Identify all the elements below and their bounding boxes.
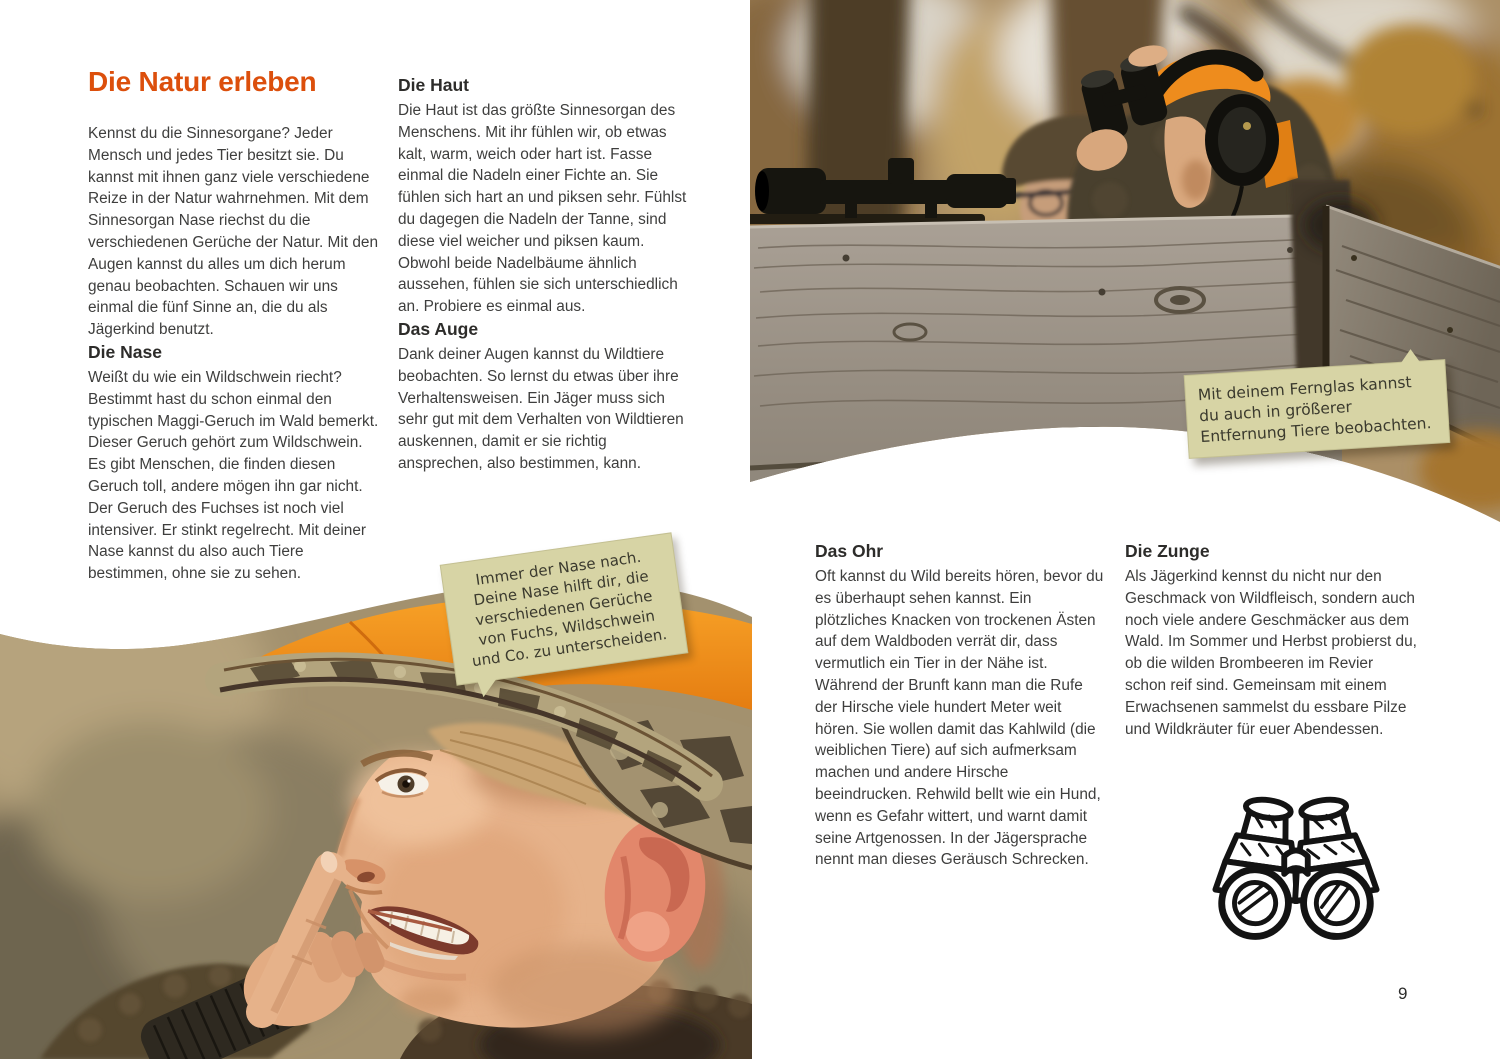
- note-text: Mit deinem Fernglas kannst du auch in größerer Entfernung Tiere beobachten.: [1197, 373, 1432, 446]
- note-text: Immer der Nase nach. Deine Nase hilft dir, die verschiedenen Gerüche von Fuchs, Wildschwein und Co. zu unterscheiden.: [470, 547, 669, 670]
- page-number: 9: [1398, 984, 1408, 1003]
- section-haut: [398, 75, 694, 318]
- section-auge: [398, 319, 694, 475]
- page-title: Die Natur erleben: [88, 66, 317, 97]
- section-title-nase: Die Nase: [88, 342, 162, 362]
- binoculars-icon: [1198, 793, 1394, 951]
- section-intro: [88, 123, 380, 341]
- section-body-haut: Die Haut ist das größte Sinnesorgan des Menschens. Mit ihr fühlen wir, ob etwas kalt, warm, weich oder hart ist. Fasse einmal die Nadeln einer Fichte an. Sie fühlen sich hart an und piksen sehr. Fühlst du dagegen die Nadeln der Tanne, sind diese viel weicher und piksen kaum. Obwohl beide Nadelbäume ähnlich aussehen, fühlen sie sich unterschiedlich an. Probiere es einmal aus.: [398, 102, 687, 316]
- section-zunge: [1125, 541, 1417, 740]
- section-title-auge: Das Auge: [398, 319, 479, 339]
- note-tab: [1400, 349, 1421, 364]
- section-body-ohr: Oft kannst du Wild bereits hören, bevor du es überhaupt sehen kannst. Ein plötzliches Knacken von trockenen Ästen auf dem Waldboden verrät dir, dass vermutlich ein Tier in der Nähe ist. Während der Brunft kann man die Rufe der Hirsche viele hundert Meter weit hören. Sie wollen damit das Kahlwild (die weiblichen Tiere) auf sich aufmerksam machen und andere Hirsche beeindrucken. Rehwild bellt wie ein Hund, wenn es Gefahr wittert, und warnt damit seine Artgenossen. In der Jägersprache nennt man dieses Geräusch Schrecken.: [815, 568, 1104, 869]
- section-body-zunge: Als Jägerkind kennst du nicht nur den Geschmack von Wildfleisch, sondern auch noch viele andere Geschmäcker aus dem Wald. Im Sommer und Herbst probierst du, ob die wilden Brombeeren im Revier schon reif sind. Gemeinsam mit einem Erwachsenen sammelst du essbare Pilze und Wildkräuter für euer Abendessen.: [1125, 568, 1417, 738]
- section-title-zunge: Die Zunge: [1125, 541, 1210, 561]
- hunting-blind-illustration: [750, 0, 1500, 532]
- section-body-nase: Weißt du wie ein Wildschwein riecht? Bestimmt hast du schon einmal den typischen Maggi-Geruch im Wald bemerkt. Dieser Geruch gehört zum Wildschwein. Es gibt Menschen, die finden diesen Geruch toll, andere mögen ihn gar nicht. Der Geruch des Fuchses ist noch viel intensiver. Er stinkt regelrecht. Mit deiner Nase kannst du also auch Tiere bestimmen, ohne sie zu sehen.: [88, 369, 379, 583]
- section-nase: [88, 342, 380, 585]
- sticky-note-binoculars: [1184, 359, 1451, 459]
- section-ohr: [815, 541, 1105, 871]
- section-body-auge: Dank deiner Augen kannst du Wildtiere beobachten. So lernst du etwas über ihre Verhaltensweisen. Ein Jäger muss sich sehr gut mit dem Verhalten von Wildtieren auskennen, damit er sie richtig ansprechen, also bestimmen, kann.: [398, 346, 684, 472]
- note-tab: [477, 678, 499, 698]
- section-title-ohr: Das Ohr: [815, 541, 884, 561]
- photo-hunting-blind: [750, 0, 1500, 532]
- section-title-haut: Die Haut: [398, 75, 469, 95]
- intro-paragraph: Kennst du die Sinnesorgane? Jeder Mensch und jedes Tier besitzt sie. Du kannst mit ihnen ganz viele verschiedene Reize in der Natur wahrnehmen. Mit dem Sinnesorgan Nase riechst du die verschiedenen Gerüche der Natur. Mit den Augen kannst du alles um dich herum genau beobachten. Schauen wir uns einmal die fünf Sinne an, die du als Jägerkind benutzt.: [88, 125, 379, 339]
